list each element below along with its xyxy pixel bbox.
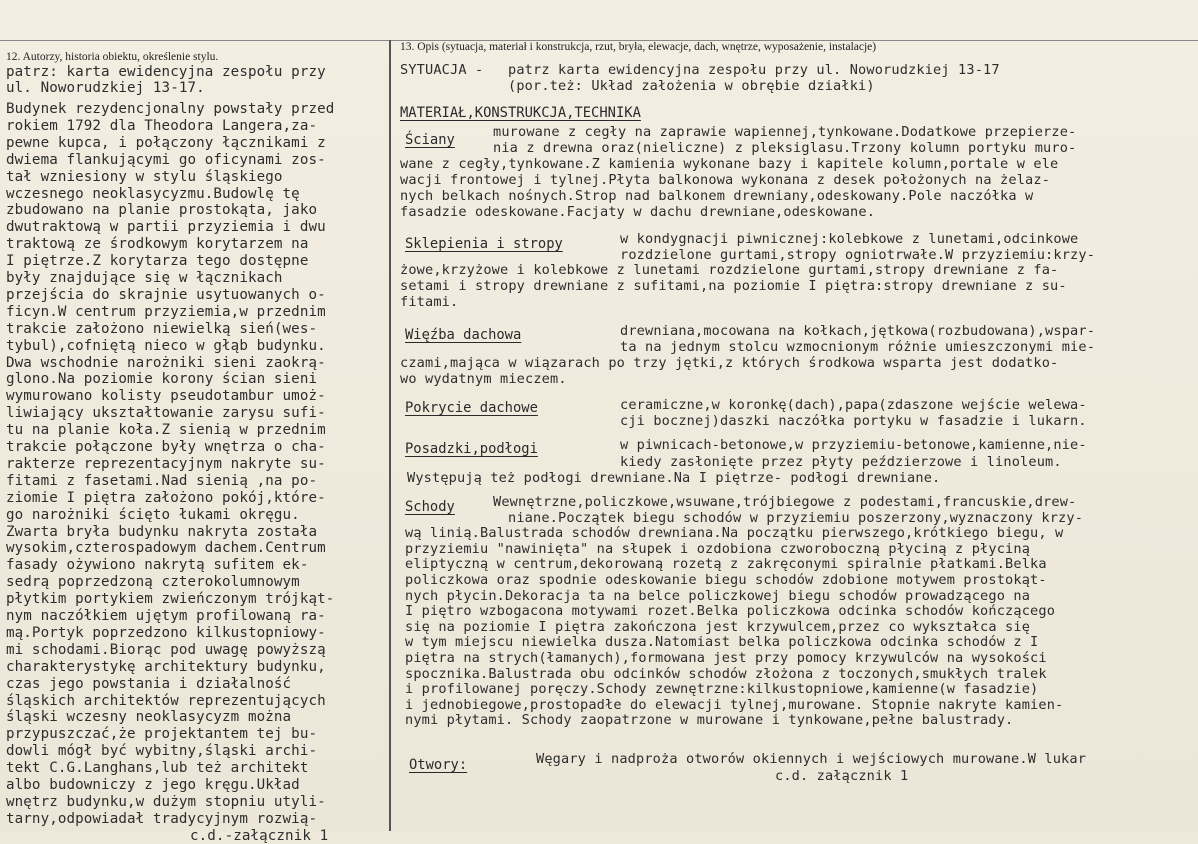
left-text-line: I piętrze.Z korytarza tego dostępne (6, 253, 309, 270)
left-text-line: dowli mógł być wybitny,śląski archi- (6, 743, 318, 760)
section-text-line: Występują też podłogi drewniane.Na I piętrze- podłogi drewniane. (407, 470, 941, 487)
section-text-line: i profilowanej poręczy.Schody zewnętrzne:kilkustopniowe,kamienne(w fasadzie) (405, 681, 1039, 698)
section-text-line: w piwnicach-betonowe,w przyziemiu-betonowe,kamienne,nie- (620, 437, 1087, 453)
left-text-line: traktową ze środkowym korytarzem na (6, 236, 309, 253)
left-text-line: dwiema flankującymi go oficynami zos- (6, 151, 326, 168)
left-text-line: płytkim portykiem zwieńczonym trójkąt- (6, 591, 335, 608)
left-text-line: wnętrz budynku,w dużym stopniu utyli- (6, 793, 326, 810)
right-column-heading: 13. Opis (sytuacja, materiał i konstrukcja, rzut, bryła, elewacje, dach, wnętrze, wyposażenie, instalacje) (400, 41, 877, 53)
section-text-line: cji bocznej)daszki naczółka portyku w fasadzie i lukarn. (620, 413, 1087, 429)
section-label: Posadzki,podłogi (405, 441, 538, 457)
left-text-line: tu na planie koła.Z sienią w przednim (6, 422, 326, 439)
left-text-line: tał wzniesiony w stylu śląskiego (6, 168, 283, 185)
left-text-line: dwutraktową w partii przyziemia i dwu (6, 219, 326, 236)
section-text-line: w kondygnacji piwnicznej:kolebkowe z lunetami,odcinkowe (620, 231, 1079, 247)
left-text-line: Zwarta bryła budynku nakryta została (6, 523, 318, 540)
left-text-line: tekt C.G.Langhans,lub też architekt (6, 760, 309, 777)
section-text-line: fitami. (400, 293, 459, 310)
left-text-line: fitami z fasetami.Nad sienią ,na po- (6, 472, 318, 489)
section-label: Więźba dachowa (405, 327, 522, 343)
section-text-line: piętra na strych(łamanych),formowana jest przy pomocy krzywulców na wysokości (405, 650, 1047, 666)
section-text-line: Wewnętrzne,policzkowe,wsuwane,trójbiegowe z podestami,francuskie,drew- (493, 494, 1077, 510)
left-text-line: c.d.-załącznik 1 (190, 827, 329, 844)
left-ref-line: patrz: karta ewidencyjna zespołu przy (6, 64, 326, 80)
section-text-line: drewniana,mocowana na kołkach,jętkowa(rozbudowana),wspar- (620, 323, 1096, 339)
section-text-line: wą linią.Balustrada schodów drewniana.Na początku pierwszego,krótkiego biegu, w (405, 525, 1064, 542)
section-text-line: Węgary i nadproża otworów okiennych i wejściowych murowane.W lukar (536, 751, 1087, 767)
column-divider (389, 40, 391, 831)
section-text-line: w tym miejscu niewielka dusza.Natomiast belka policzkowa odcinka schodów z I (405, 634, 1039, 651)
left-text-line: Dwa wschodnie narożniki sieni zaokrą- (6, 354, 326, 371)
left-text-line: tarny,odpowiadał tradycyjnym rozwią- (6, 810, 318, 827)
section-text-line: policzkowa oraz spodnie odeskowanie biegu schodów zdobione motywem prostokąt- (405, 572, 1047, 588)
material-heading: MATERIAŁ,KONSTRUKCJA,TECHNIKA (400, 105, 641, 121)
left-text-line: zbudowano na planie prostokąta, jako (6, 202, 318, 219)
left-text-line: czas jego powstania i działalność (6, 675, 292, 692)
left-text-line: tybul),cofniętą nieco w głąb budynku. (6, 337, 326, 354)
left-text-line: charakterystykę architektury budynku, (6, 658, 326, 675)
situation-text: patrz karta ewidencyjna zespołu przy ul. Noworudzkiej 13-17 (508, 62, 1000, 78)
left-text-line: nym naczółkiem ujętym profilowaną ra- (6, 608, 326, 624)
section-text-line: setami i stropy drewniane z sufitami,na poziomie I piętra:stropy drewniane z su- (400, 278, 1067, 295)
section-label: Ściany (405, 132, 455, 148)
left-text-line: były znajdujące się w łącznikach (6, 270, 283, 286)
left-text-line: glono.Na poziomie korony ścian sieni (6, 371, 318, 388)
left-text-line: ficyn.W centrum przyziemia,w przednim (6, 303, 326, 320)
section-label: Otwory: (409, 757, 468, 773)
section-text-line: przyziemiu "nawinięta" na słupek i ozdobiona czworoboczną płyciną z płyciną (405, 540, 1031, 557)
left-text-line: wczesnego neoklasycyzmu.Budowlę tę (6, 185, 300, 202)
section-text-line: ceramiczne,w koronkę(dach),papa(zdaszone wejście welewa- (620, 397, 1087, 413)
situation-text: (por.też: Układ założenia w obrębie działki) (508, 78, 875, 94)
section-text-line: spocznika.Balustrada obu odcinków schodów złożona z toczonych,smukłych tralek (405, 665, 1047, 682)
section-text-line: czami,mająca w wiązarach po trzy jętki,z których środkowa wsparta jest dodatko- (400, 354, 1059, 371)
section-text-line: wane z cegły,tynkowane.Z kamienia wykonane bazy i kapitele kolumn,portale w ele (400, 155, 1059, 172)
section-text-line: wacji frontowej i tylnej.Płyta balkonowa wykonana z desek położonych na żelaz- (400, 171, 1051, 188)
left-text-line: liwiający ukształtowanie zarysu sufi- (6, 405, 326, 422)
left-text-line: wymurowano kolisty pseudotambur umoż- (6, 388, 326, 405)
left-text-line: trakcie założono niewielką sień(wes- (6, 320, 318, 337)
left-text-line: albo budowniczy z jego kręgu.Układ (6, 777, 300, 793)
section-text-line: rozdzielone gurtami,stropy ogniotrwałe.W przyziemiu:krzy- (620, 246, 1096, 263)
left-ref-line: ul. Noworudzkiej 13-17. (6, 80, 205, 96)
left-text-line: sedrą poprzedzoną czterokolumnowym (6, 574, 300, 591)
heading-rule (0, 40, 1198, 41)
section-text-line: nych belkach nośnych.Strop nad balkonem drewniany,odeskowany.Pole naczółka w (400, 187, 1034, 204)
section-text-line: się na poziomie I piętra zakończona jest krzywulcem,przez co wykształca się (405, 618, 1031, 635)
section-text-line: I piętro wzbogacona motywami rozet.Belka policzkowa odcinka schodów kończącego (405, 603, 1056, 620)
left-column-heading: 12. Autorzy, historia obiektu, określenie stylu. (6, 51, 219, 63)
left-text-line: przejścia do skrajnie usytuowanych o- (6, 286, 326, 303)
section-text-line: ta na jednym stolcu wzmocnionym różnie umieszczonymi mie- (620, 338, 1096, 355)
section-label: Schody (405, 499, 455, 515)
left-text-line: fasady ożywiono nakrytą sufitem ek- (6, 557, 309, 574)
left-text-line: mi schodami.Biorąc pod uwagę powyższą (6, 641, 326, 658)
section-label: Sklepienia i stropy (405, 236, 563, 252)
left-text-line: Budynek rezydencjonalny powstały przed (6, 101, 335, 117)
left-text-line: rakterze reprezentacyjnym nakryte su- (6, 455, 326, 472)
section-text-line: niane.Początek biegu schodów w przyziemiu poszerzony,wyznaczony krzy- (508, 509, 1084, 526)
section-text-line: fasadzie odeskowane.Facjaty w dachu drewniane,odeskowane. (400, 203, 876, 220)
section-text-line: wo wydatnym mieczem. (400, 370, 567, 387)
left-text-line: mą.Portyk poprzedzono kilkustopniowy- (6, 624, 326, 641)
left-text-line: śląskich architektów reprezentujących (6, 692, 326, 709)
section-text-line: murowane z cegły na zaprawie wapiennej,tynkowane.Dodatkowe przepierze- (493, 124, 1077, 140)
section-text-line: eliptyczną w centrum,dekorowaną rozetą z zakręconymi spiralnie płatkami.Belka (405, 556, 1047, 573)
left-text-line: ziomie I piętra założono pokój,które- (6, 489, 326, 506)
left-text-line: rokiem 1792 dla Theodora Langera,za- (6, 117, 318, 134)
section-text-line: c.d. załącznik 1 (775, 767, 909, 784)
section-text-line: nymi płytami. Schody zaopatrzone w murowane i tynkowane,pełne balustrady. (405, 712, 1014, 729)
left-text-line: trakcie połączone były wnętrza o cha- (6, 439, 326, 455)
left-text-line: wysokim,czterospadowym dachem.Centrum (6, 540, 326, 557)
section-label: Pokrycie dachowe (405, 400, 538, 416)
left-text-line: przypuszczać,że projektantem tej bu- (6, 726, 318, 743)
section-text-line: nych płycin.Dekoracja ta na belce policzkowej biegu schodów prowadzącego na (405, 587, 1031, 604)
left-text-line: go narożniki ścięto łukami okręgu. (6, 506, 300, 523)
left-text-line: pewne kupca, i połączony łącznikami z (6, 134, 326, 151)
left-text-line: śląski wczesny neoklasycyzm można (6, 709, 292, 726)
section-text-line: nia z drewna oraz(nieliczne) z pleksiglasu.Trzony kolumn portyku muro- (493, 139, 1077, 156)
situation-label: SYTUACJA - (400, 62, 484, 78)
section-text-line: kiedy zasłonięte przez płyty pеździerzowe i linoleum. (620, 453, 1062, 470)
section-text-line: i jednobiegowe,prostopadłe do elewacji tylnej,murowane. Stopnie nakryte kamien- (405, 696, 1064, 713)
section-text-line: żowe,krzyżowe i kolebkowe z lunetami rozdzielone gurtami,stropy drewniane z fa- (400, 262, 1059, 279)
